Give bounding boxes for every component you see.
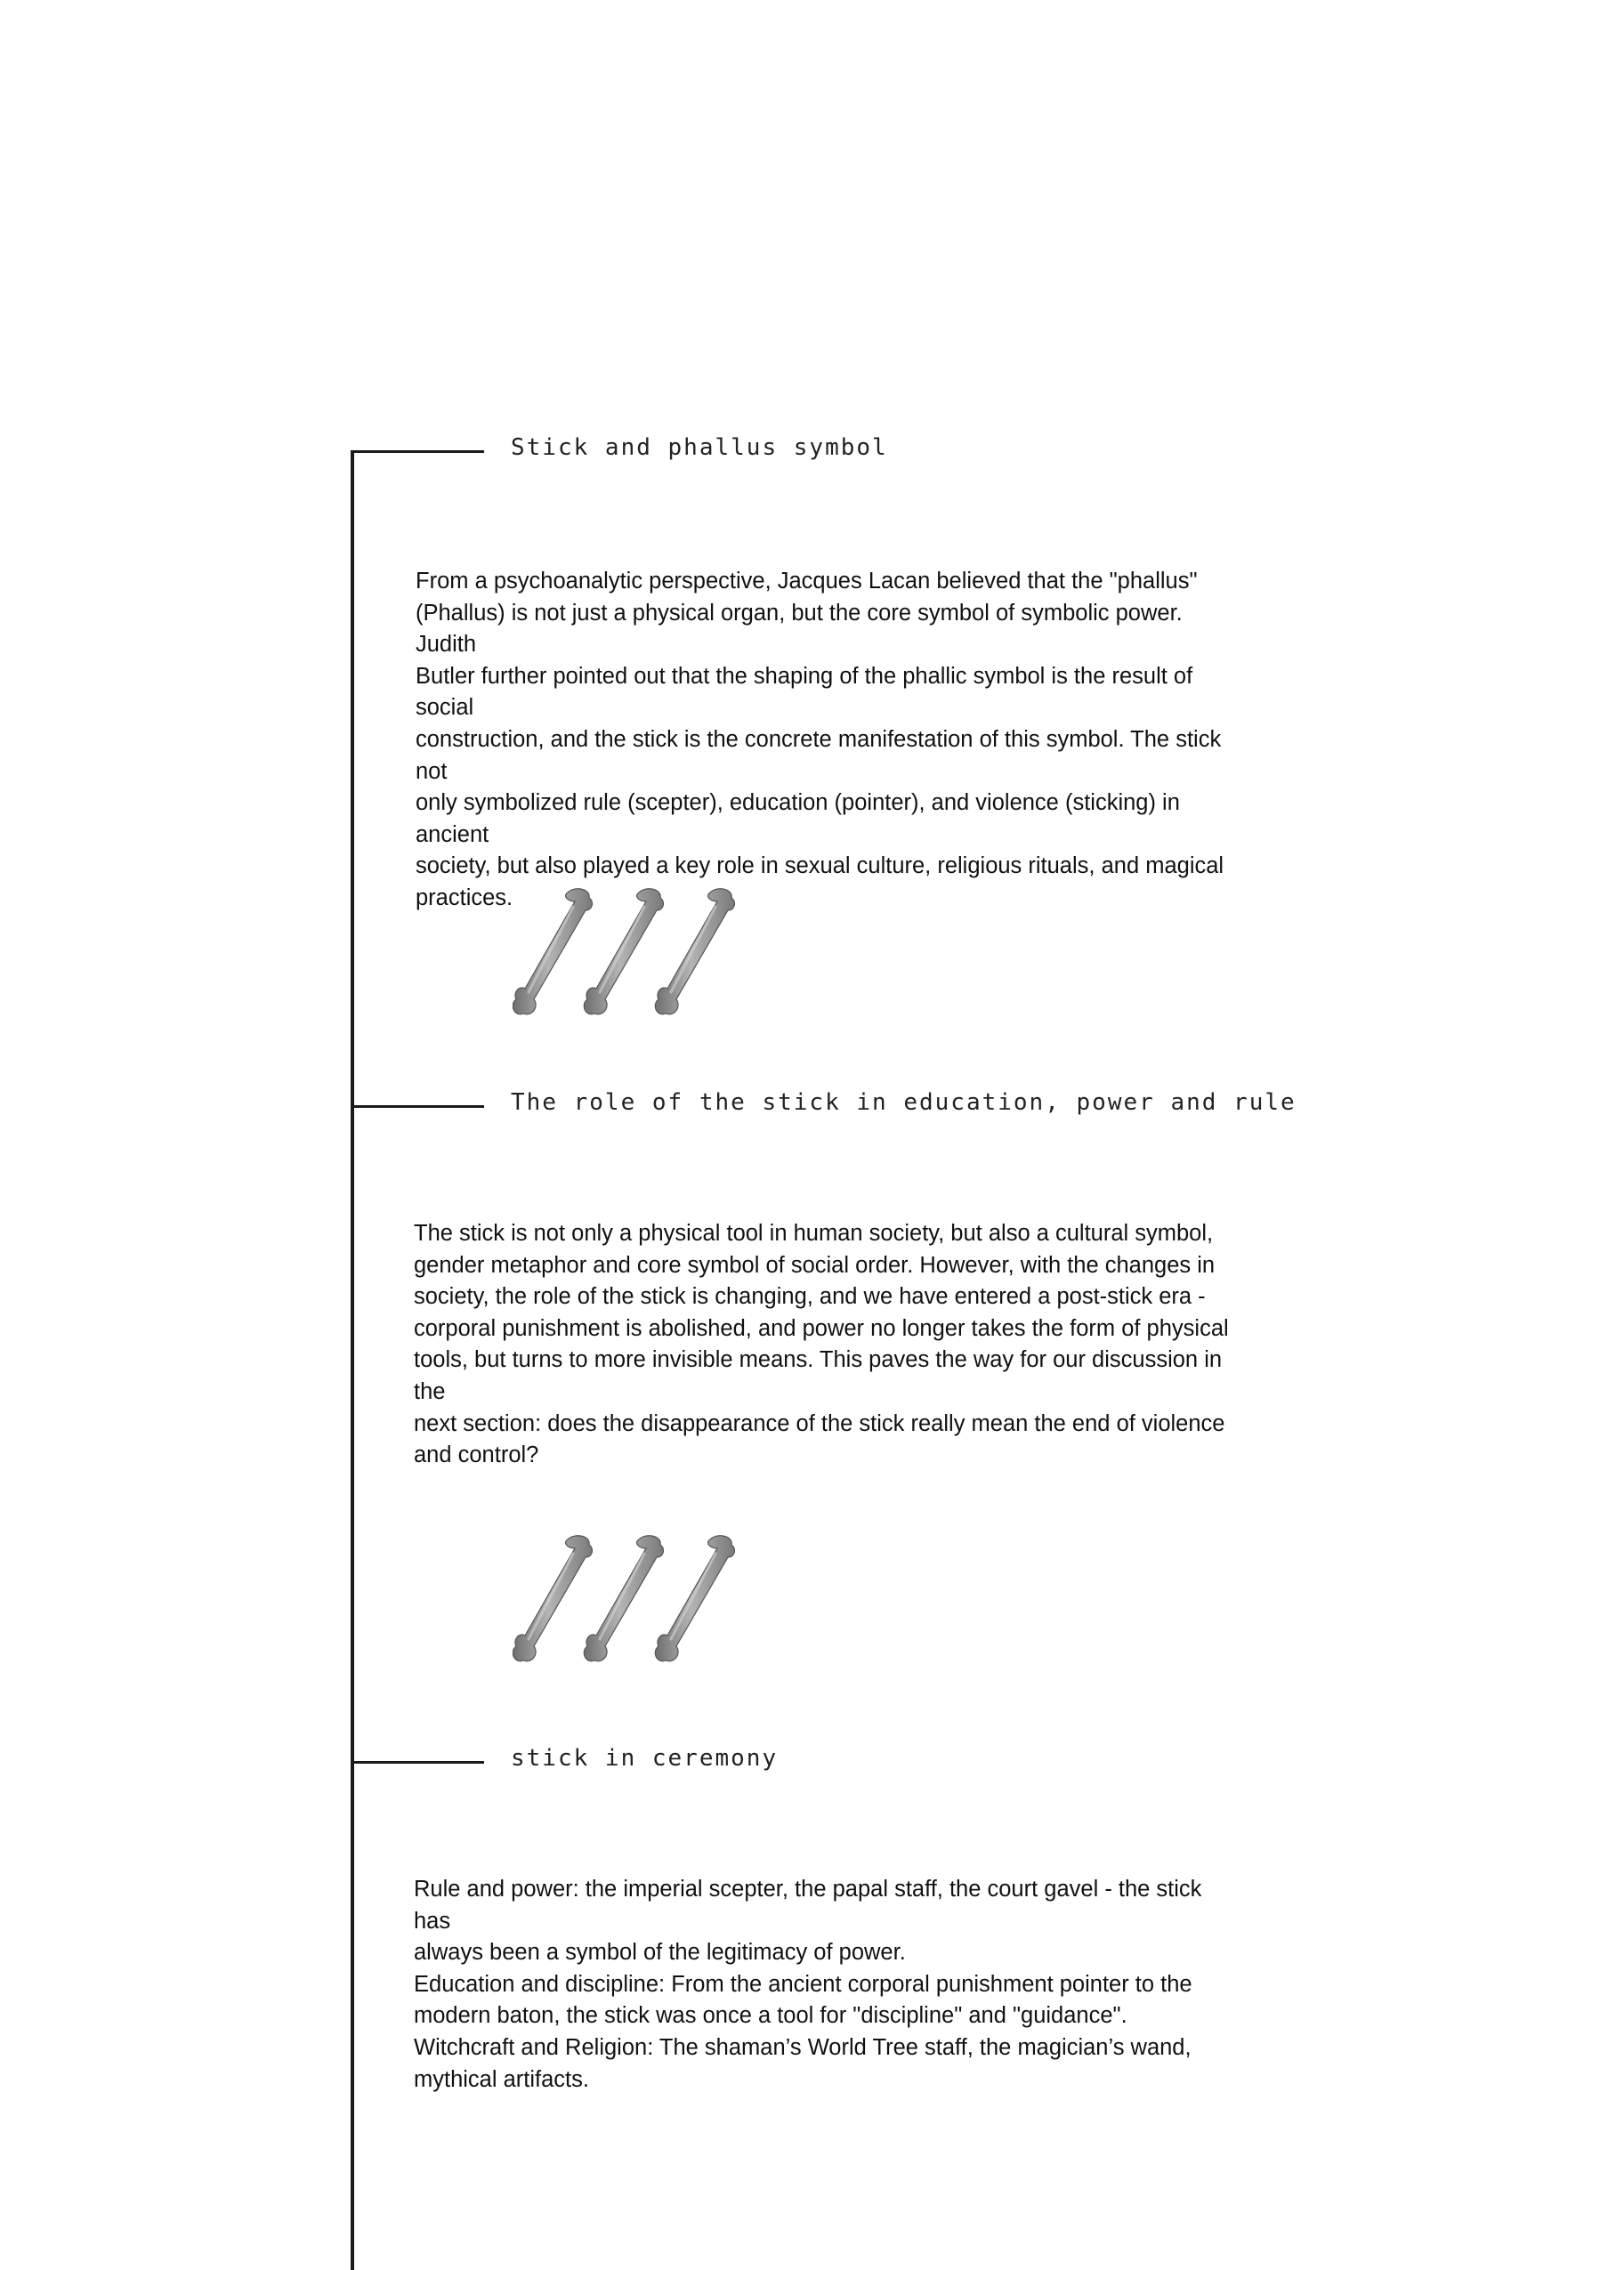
bone-icon (584, 889, 663, 1014)
section-body (414, 1218, 1241, 1472)
text-line: The stick is not only a physical tool in human society, but also a cultural symbol, (414, 1221, 1214, 1246)
bone-icon (513, 1536, 592, 1661)
section-body (416, 566, 1243, 915)
section-body (414, 1874, 1241, 2096)
text-line: Rule and power: the imperial scepter, the papal staff, the court gavel - the stick has (414, 1877, 1202, 1934)
bone-divider (513, 887, 753, 1021)
text-line: From a psychoanalytic perspective, Jacques Lacan believed that the "phallus" (416, 569, 1198, 594)
text-line: society, but also played a key role in sexual culture, religious rituals, and magical (416, 853, 1224, 879)
text-line: always been a symbol of the legitimacy of power. (414, 1940, 906, 1966)
text-line: modern baton, the stick was once a tool for "discipline" and "guidance". (414, 2003, 1127, 2029)
text-line: next section: does the disappearance of the stick really mean the end of violence (414, 1410, 1225, 1436)
text-line: society, the role of the stick is changing, and we have entered a post-stick era - (414, 1284, 1206, 1310)
text-line: mythical artifacts. (414, 2066, 589, 2092)
bone-icon (513, 889, 592, 1014)
text-line: tools, but turns to more invisible means. This paves the way for our discussion in the (414, 1347, 1223, 1404)
section-heading: The role of the stick in education, power and rule (511, 1089, 1297, 1116)
text-line: practices. (416, 885, 513, 910)
text-line: only symbolized rule (scepter), education (pointer), and violence (sticking) in ancient (416, 790, 1180, 847)
text-line: (Phallus) is not just a physical organ, but the core symbol of symbolic power. Judith (416, 600, 1183, 658)
text-line: Witchcraft and Religion: The shaman’s World Tree staff, the magician’s wand, (414, 2034, 1192, 2060)
bone-divider (513, 1534, 753, 1668)
text-line: corporal punishment is abolished, and power no longer takes the form of physical (414, 1315, 1229, 1341)
timeline-line (351, 450, 354, 2270)
timeline-tick (351, 1105, 484, 1108)
text-line: gender metaphor and core symbol of social order. However, with the changes in (414, 1252, 1216, 1278)
text-line: Butler further pointed out that the shaping of the phallic symbol is the result of social (416, 663, 1193, 721)
section-heading: stick in ceremony (511, 1745, 779, 1772)
bone-icon (655, 889, 734, 1014)
text-line: construction, and the stick is the concrete manifestation of this symbol. The stick not (416, 726, 1222, 784)
timeline-tick (351, 1761, 484, 1764)
text-line: and control? (414, 1442, 539, 1468)
bone-icon (584, 1536, 663, 1661)
timeline-tick (351, 450, 484, 453)
bone-icon (655, 1536, 734, 1661)
text-line: Education and discipline: From the ancient corporal punishment pointer to the (414, 1971, 1192, 1997)
section-heading: Stick and phallus symbol (511, 434, 888, 461)
